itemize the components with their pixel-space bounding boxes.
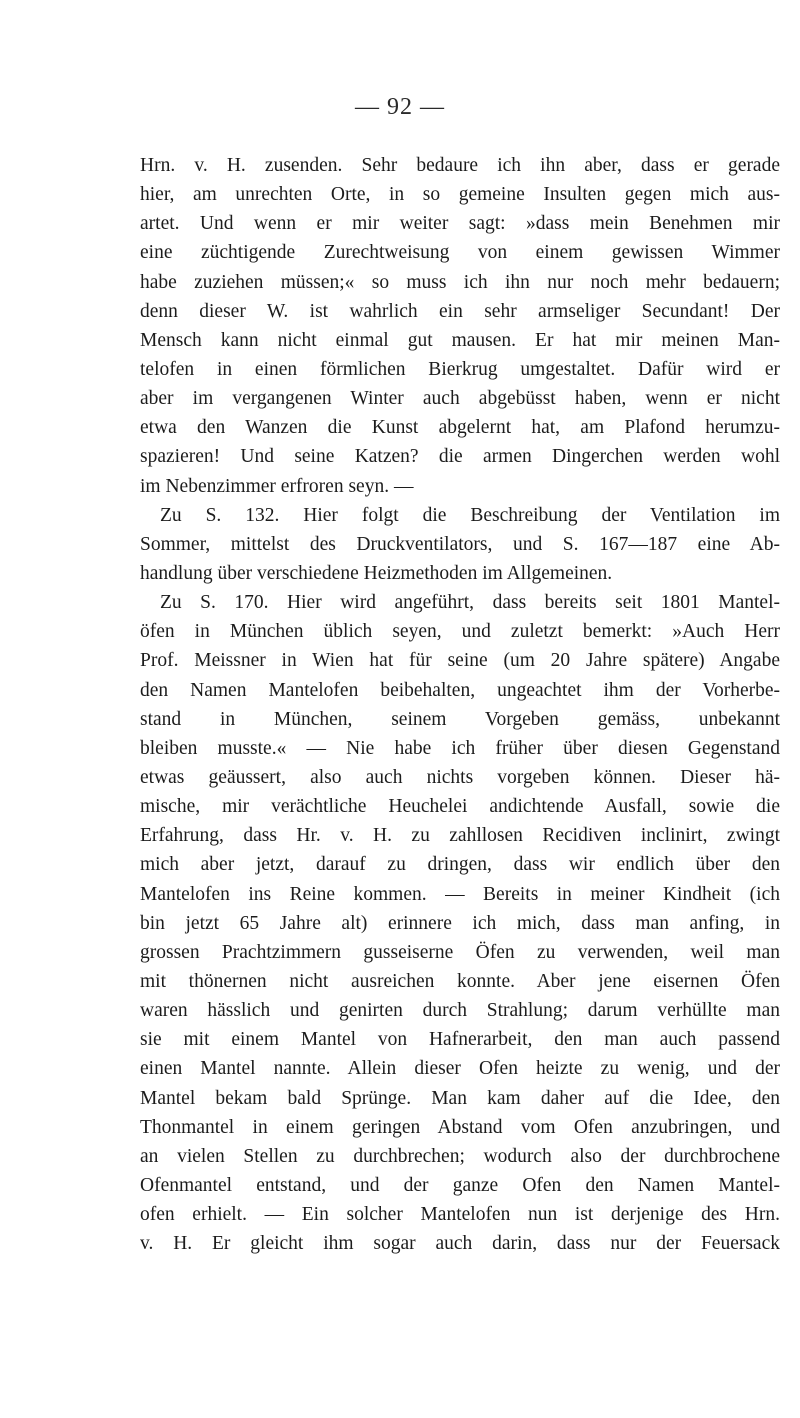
text-line: telofen in einen förmlichen Bierkrug umgestaltet. Dafür wird er (140, 358, 780, 380)
text-line: Prof. Meissner in Wien hat für seine (um 20 Jahre spätere) Angabe (140, 650, 780, 672)
text-line: artet. Und wenn er mir weiter sagt: »dass mein Benehmen mir (140, 213, 780, 235)
text-line: einen Mantel nannte. Allein dieser Ofen heizte zu wenig, und der (140, 1058, 780, 1080)
text-line: habe zuziehen müssen;« so muss ich ihn nur noch mehr bedauern; (140, 271, 780, 293)
text-line: stand in München, seinem Vorgeben gemäss, unbekannt (140, 708, 780, 730)
text-line: Hrn. v. H. zusenden. Sehr bedaure ich ihn aber, dass er gerade (140, 155, 780, 176)
text-line: handlung über verschiedene Heizmethoden im Allgemeinen. (140, 562, 613, 584)
text-line: bin jetzt 65 Jahre alt) erinnere ich mich, dass man anfing, in (140, 912, 780, 934)
text-line: Zu S. 132. Hier folgt die Beschreibung der Ventilation im (160, 504, 780, 526)
text-line: aber im vergangenen Winter auch abgebüsst haben, wenn er nicht (140, 388, 780, 410)
text-line: ofen erhielt. — Ein solcher Mantelofen nun ist derjenige des Hrn. (140, 1204, 780, 1226)
text-line: denn dieser W. ist wahrlich ein sehr armseliger Secundant! Der (140, 300, 780, 322)
text-line: grossen Prachtzimmern gusseiserne Öfen zu verwenden, weil man (140, 941, 780, 963)
text-line: Thonmantel in einem geringen Abstand vom Ofen anzubringen, und (140, 1116, 780, 1138)
text-line: bleiben musste.« — Nie habe ich früher über diesen Gegenstand (140, 737, 780, 759)
text-line: Ofenmantel entstand, und der ganze Ofen den Namen Mantel- (140, 1174, 780, 1196)
text-line: mische, mir verächtliche Heuchelei andichtende Ausfall, sowie die (140, 796, 780, 818)
text-line: Mensch kann nicht einmal gut mausen. Er hat mir meinen Man- (140, 329, 780, 351)
text-line: Mantel bekam bald Sprünge. Man kam daher auf die Idee, den (140, 1087, 780, 1109)
text-line: mit thönernen nicht ausreichen konnte. Aber jene eisernen Öfen (140, 970, 780, 992)
text-line: an vielen Stellen zu durchbrechen; wodurch also der durchbrochene (140, 1145, 780, 1167)
page-number: — 92 — (355, 94, 445, 120)
text-line: den Namen Mantelofen beibehalten, ungeachtet ihm der Vorherbe- (140, 679, 780, 701)
text-line: spazieren! Und seine Katzen? die armen Dingerchen werden wohl (140, 446, 780, 468)
text-line: im Nebenzimmer erfroren seyn. — (140, 475, 414, 497)
text-line: etwa den Wanzen die Kunst abgelernt hat, am Plafond herumzu- (140, 417, 780, 439)
text-line: sie mit einem Mantel von Hafnerarbeit, den man auch passend (140, 1029, 780, 1051)
text-line: öfen in München üblich seyen, und zuletzt bemerkt: »Auch Herr (140, 621, 780, 643)
text-line: Sommer, mittelst des Druckventilators, und S. 167—187 eine Ab- (140, 533, 780, 555)
text-line: Erfahrung, dass Hr. v. H. zu zahllosen Recidiven inclinirt, zwingt (140, 825, 780, 847)
body-text (140, 151, 780, 1258)
text-line: eine züchtigende Zurechtweisung von einem gewissen Wimmer (140, 242, 780, 264)
text-line: waren hässlich und genirten durch Strahlung; darum verhüllte man (140, 1000, 780, 1022)
text-line: Mantelofen ins Reine kommen. — Bereits in meiner Kindheit (ich (140, 883, 780, 905)
text-line: hier, am unrechten Orte, in so gemeine Insulten gegen mich aus- (140, 184, 780, 206)
text-line: Zu S. 170. Hier wird angeführt, dass bereits seit 1801 Mantel- (160, 592, 780, 614)
text-line: etwas geäussert, also auch nichts vorgeben können. Dieser hä- (140, 766, 780, 788)
text-line: v. H. Er gleicht ihm sogar auch darin, dass nur der Feuersack (140, 1233, 780, 1255)
text-line: mich aber jetzt, darauf zu dringen, dass wir endlich über den (140, 854, 780, 876)
